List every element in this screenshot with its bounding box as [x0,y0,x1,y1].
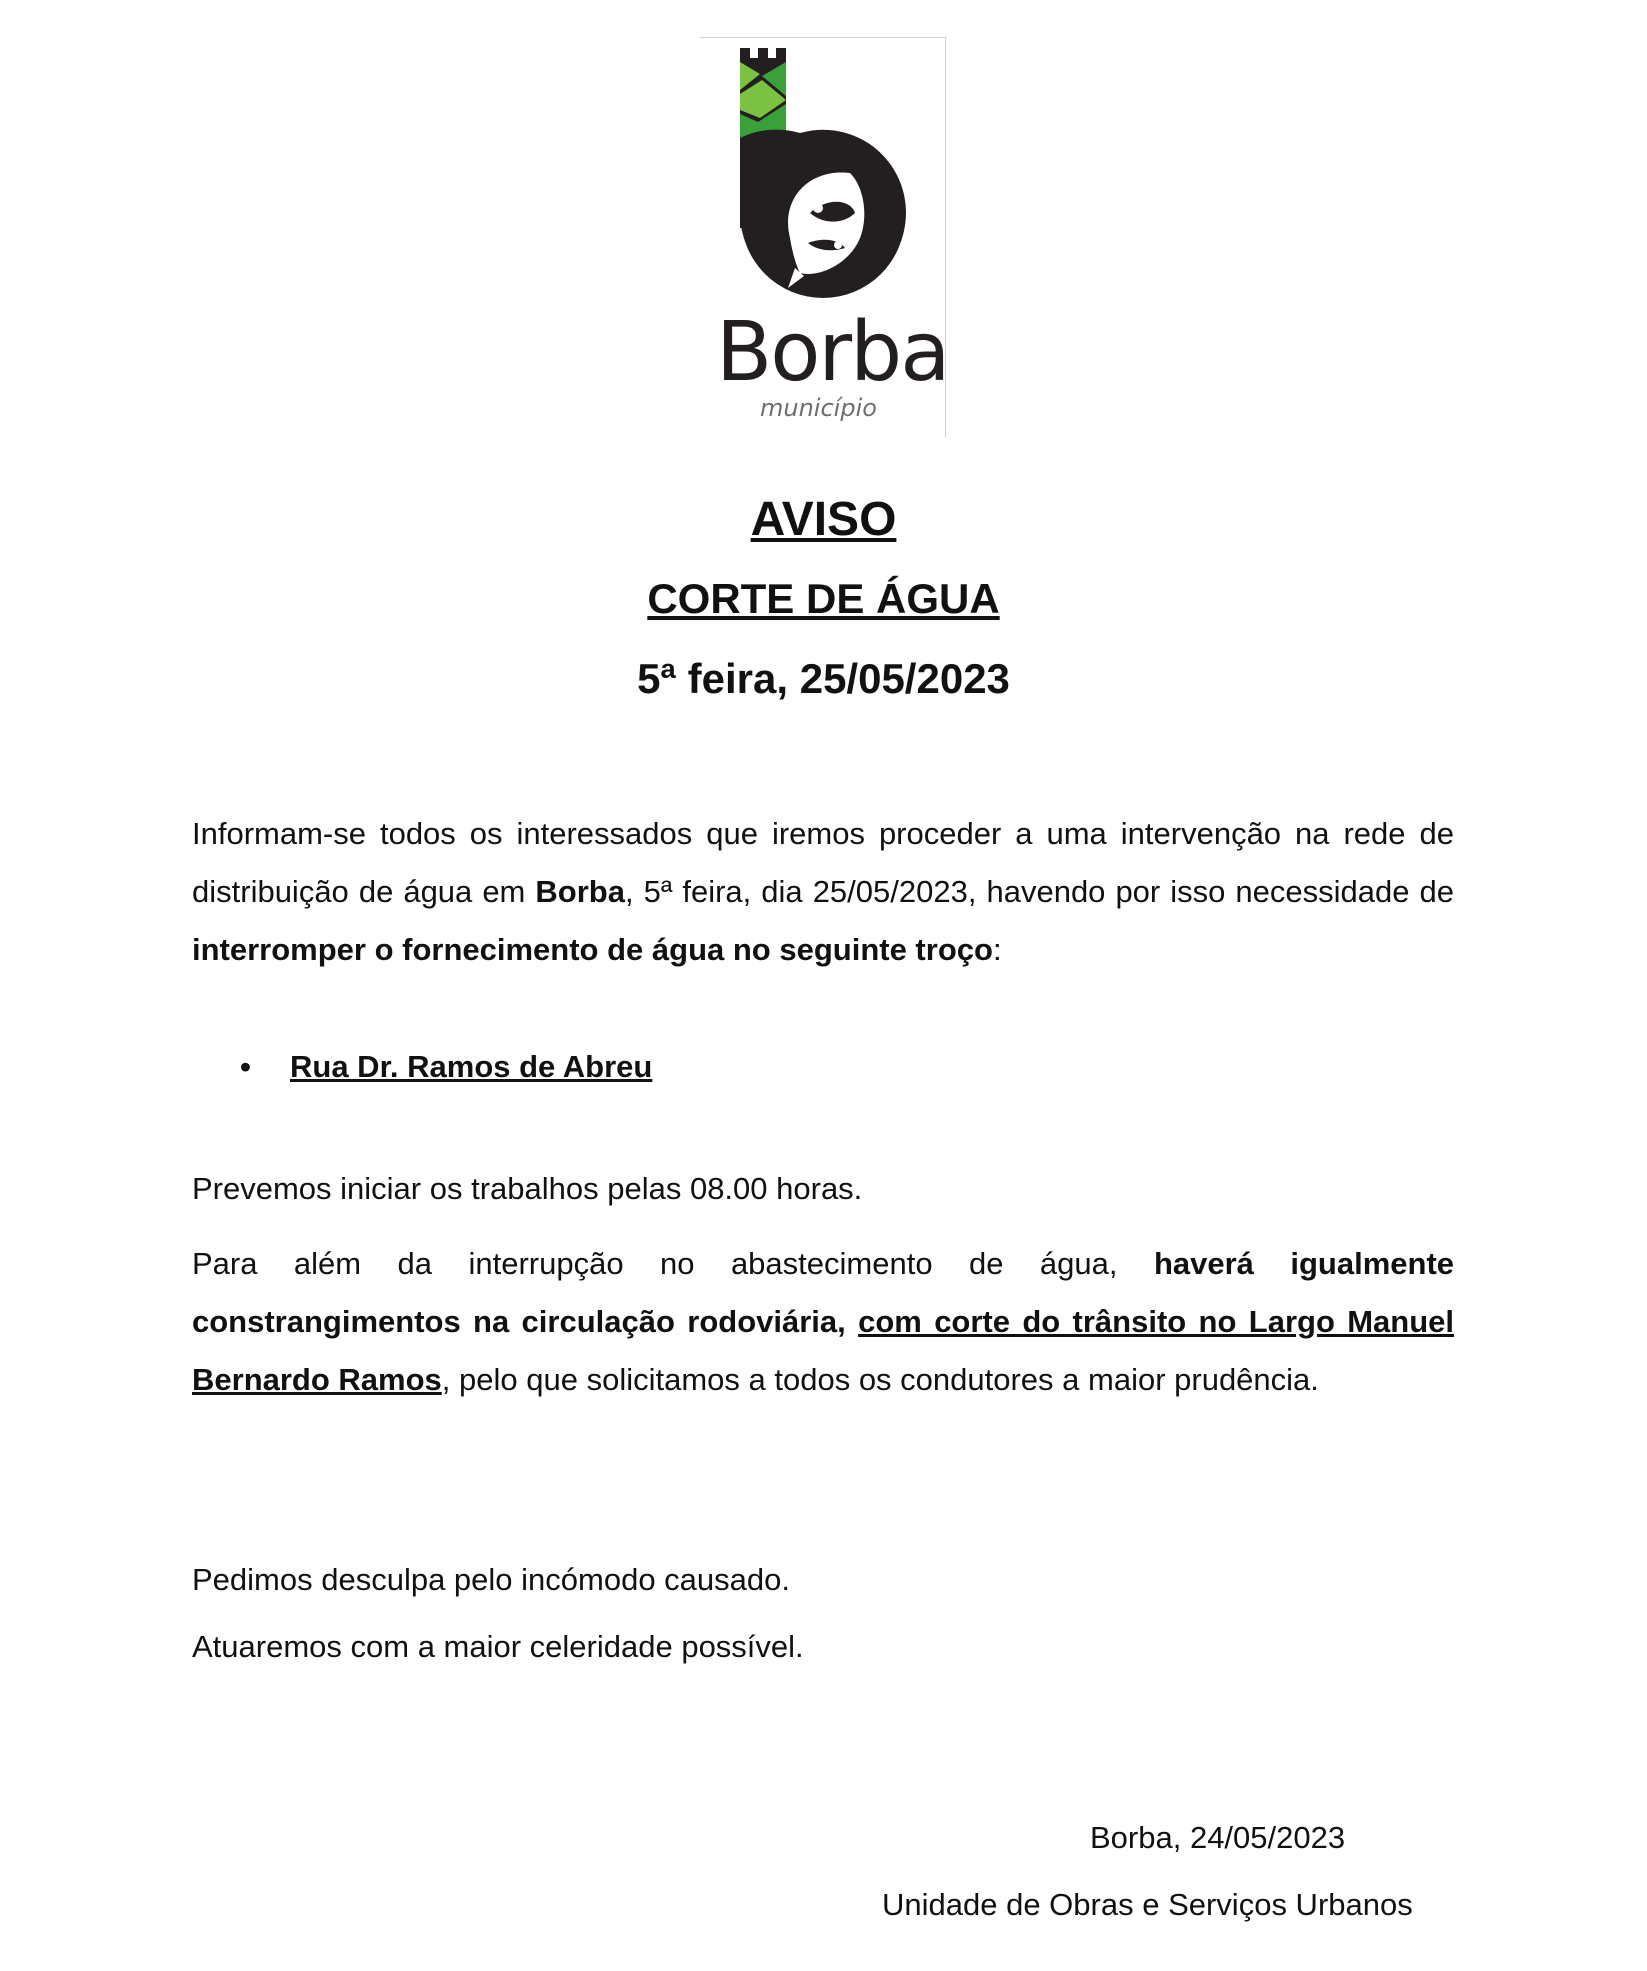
traffic-paragraph [192,1235,1454,1409]
notice-subtitle: CORTE DE ÁGUA [647,575,1000,622]
intro-interruption: interromper o fornecimento de água no seguinte troço [192,932,993,967]
street-name: Rua Dr. Ramos de Abreu [290,1049,653,1084]
traffic-text-2: , pelo que solicitamos a todos os condutores a maior prudência. [441,1362,1319,1397]
signature-unit: Unidade de Obras e Serviços Urbanos [882,1887,1413,1922]
apology-paragraph: Pedimos desculpa pelo incómodo causado. [192,1562,790,1597]
intro-paragraph [192,805,1454,979]
start-time-paragraph: Prevemos iniciar os trabalhos pelas 08.00 horas. [192,1171,863,1206]
traffic-closure: com corte do trânsito no Largo Manuel Bernardo Ramos [192,1304,1455,1397]
logo-wordmark: Borba [716,305,949,400]
municipality-logo [700,37,949,437]
traffic-text-1: Para além da interrupção no abastecimento de água, [192,1246,1154,1281]
bullet-dot-icon: • [240,1049,251,1084]
notice-date: 5ª feira, 25/05/2023 [637,655,1010,702]
b-letter-icon [740,130,906,298]
intro-text-3: : [992,932,1002,967]
intro-text-2: , 5ª feira, dia 25/05/2023, havendo por isso necessidade de [624,874,1454,909]
notice-title: AVISO [750,493,897,546]
intro-location: Borba [535,874,625,909]
list-item [240,1038,652,1096]
logo-tagline: município [760,394,877,422]
intro-text-1: Informam-se todos os interessados que iremos proceder a uma intervenção na rede de distribuição de água em [192,816,1454,909]
signature-place-date: Borba, 24/05/2023 [1090,1820,1346,1855]
promise-paragraph: Atuaremos com a maior celeridade possível. [192,1629,804,1664]
traffic-constraints: haverá igualmente constrangimentos na circulação rodoviária, [192,1246,1455,1339]
